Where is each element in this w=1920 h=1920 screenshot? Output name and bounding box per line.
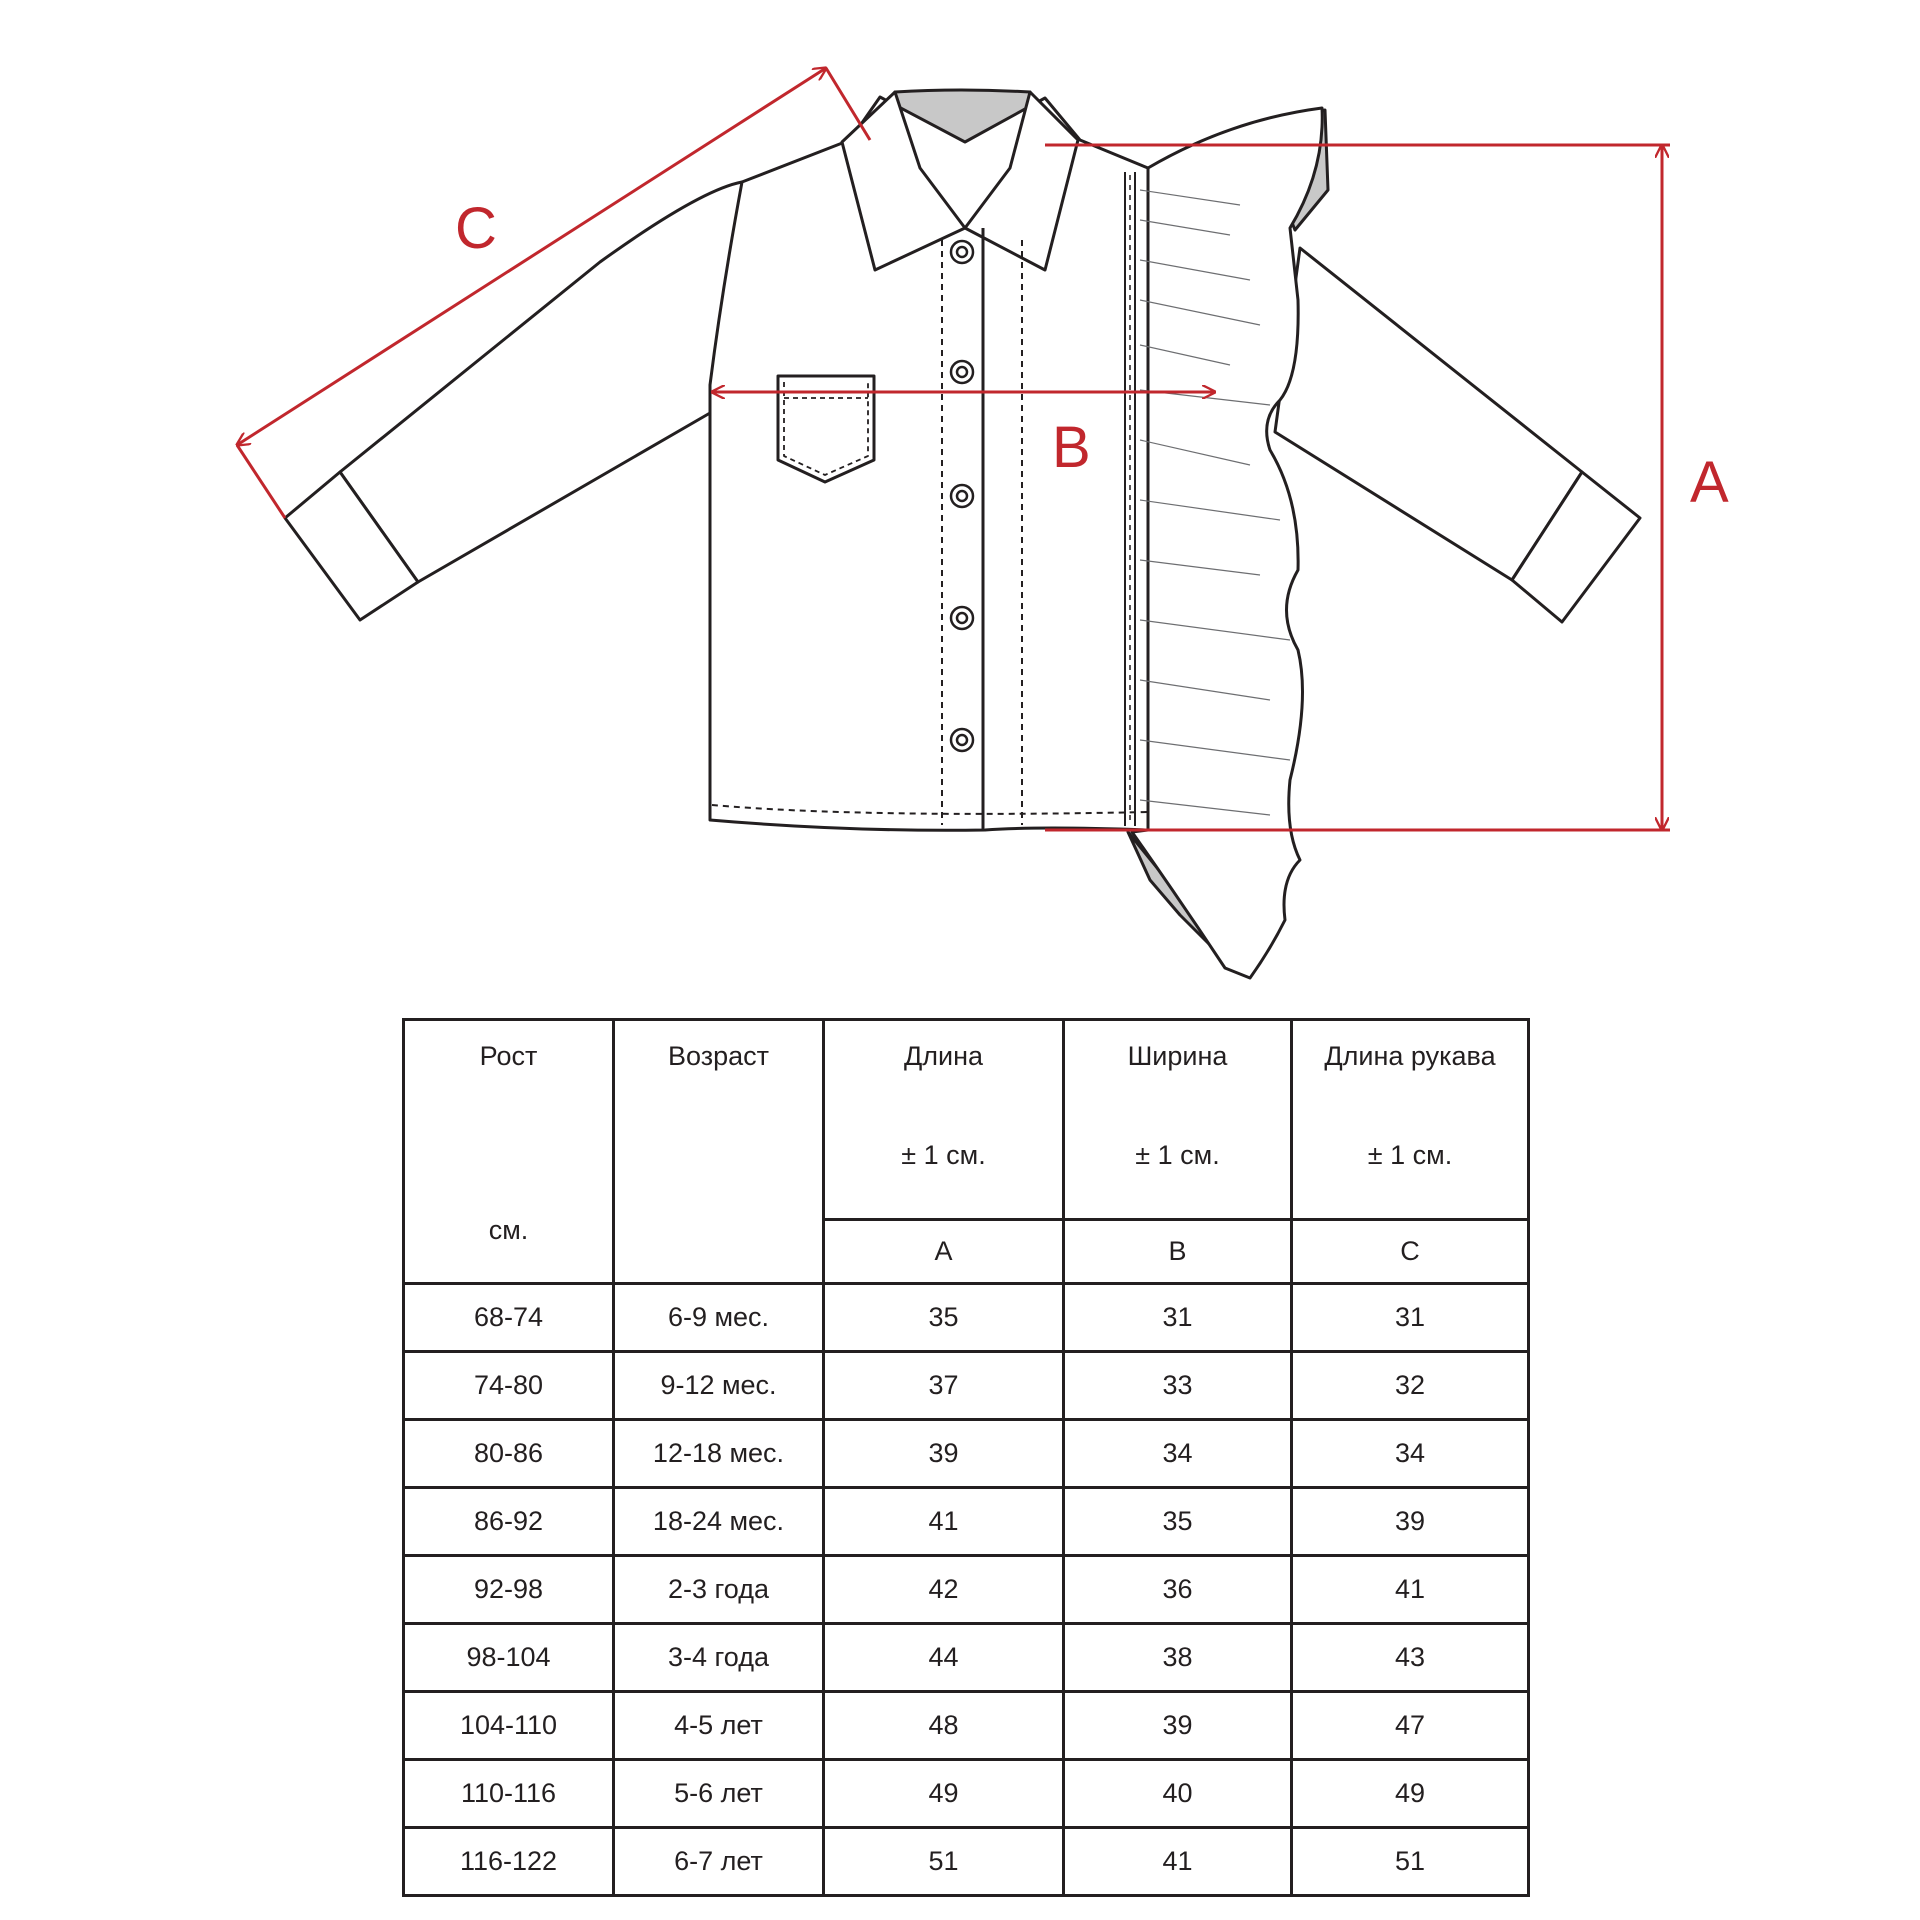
- cell-length: 51: [824, 1828, 1064, 1896]
- table-row: [404, 1828, 1529, 1896]
- cell-sleeve: 43: [1292, 1624, 1529, 1692]
- measure-label-b: B: [1052, 415, 1091, 480]
- header-sleeve-label: Длина рукава: [1324, 1041, 1496, 1071]
- measure-label-a: A: [1690, 450, 1729, 515]
- cell-length: 48: [824, 1692, 1064, 1760]
- header-length-label: Длина: [903, 1041, 984, 1071]
- cell-length: 44: [824, 1624, 1064, 1692]
- cell-width: 33: [1064, 1352, 1292, 1420]
- cell-sleeve: 49: [1292, 1760, 1529, 1828]
- header-length-tolerance: ± 1 см.: [901, 1140, 986, 1170]
- cell-sleeve: 51: [1292, 1828, 1529, 1896]
- cell-width: 40: [1064, 1760, 1292, 1828]
- header-code-c: C: [1292, 1220, 1529, 1284]
- cell-width: 39: [1064, 1692, 1292, 1760]
- cell-width: 35: [1064, 1488, 1292, 1556]
- measure-c-ext-bottom: [237, 445, 285, 518]
- cell-age: 3-4 года: [614, 1624, 824, 1692]
- cell-sleeve: 41: [1292, 1556, 1529, 1624]
- header-length: [824, 1020, 1064, 1220]
- table-row: [404, 1624, 1529, 1692]
- cell-height: 86-92: [404, 1488, 614, 1556]
- cell-height: 74-80: [404, 1352, 614, 1420]
- left-sleeve: [340, 182, 743, 582]
- cell-age: 6-7 лет: [614, 1828, 824, 1896]
- header-width-tolerance: ± 1 см.: [1135, 1140, 1220, 1170]
- cell-height: 116-122: [404, 1828, 614, 1896]
- cell-length: 35: [824, 1284, 1064, 1352]
- cell-sleeve: 39: [1292, 1488, 1529, 1556]
- table-body: [404, 1284, 1529, 1896]
- cell-length: 49: [824, 1760, 1064, 1828]
- cell-age: 12-18 мес.: [614, 1420, 824, 1488]
- button: [951, 361, 973, 383]
- header-height: [404, 1020, 614, 1284]
- header-age: [614, 1020, 824, 1284]
- measure-c-ext-top: [826, 68, 870, 140]
- ruffle: [1132, 108, 1322, 978]
- table-row: [404, 1556, 1529, 1624]
- cell-age: 2-3 года: [614, 1556, 824, 1624]
- cell-age: 9-12 мес.: [614, 1352, 824, 1420]
- header-height-unit: см.: [488, 1215, 529, 1245]
- right-sleeve: [1275, 248, 1582, 580]
- cell-width: 34: [1064, 1420, 1292, 1488]
- cell-width: 41: [1064, 1828, 1292, 1896]
- measure-label-c: C: [455, 196, 497, 261]
- cell-length: 37: [824, 1352, 1064, 1420]
- button: [951, 241, 973, 263]
- cell-age: 5-6 лет: [614, 1760, 824, 1828]
- cell-height: 98-104: [404, 1624, 614, 1692]
- cell-height: 68-74: [404, 1284, 614, 1352]
- header-age-label: Возраст: [668, 1041, 769, 1071]
- header-width-label: Ширина: [1127, 1041, 1228, 1071]
- size-table: [402, 1018, 1530, 1897]
- button: [951, 729, 973, 751]
- cell-width: 36: [1064, 1556, 1292, 1624]
- header-sleeve: [1292, 1020, 1529, 1220]
- header-code-b: B: [1064, 1220, 1292, 1284]
- table-row: [404, 1692, 1529, 1760]
- cell-length: 42: [824, 1556, 1064, 1624]
- header-width: [1064, 1020, 1292, 1220]
- cell-height: 104-110: [404, 1692, 614, 1760]
- cell-height: 80-86: [404, 1420, 614, 1488]
- cell-length: 39: [824, 1420, 1064, 1488]
- button: [951, 607, 973, 629]
- table-row: [404, 1488, 1529, 1556]
- cell-height: 92-98: [404, 1556, 614, 1624]
- cell-width: 38: [1064, 1624, 1292, 1692]
- cell-length: 41: [824, 1488, 1064, 1556]
- table-row: [404, 1284, 1529, 1352]
- table-row: [404, 1760, 1529, 1828]
- table-row: [404, 1352, 1529, 1420]
- cell-age: 18-24 мес.: [614, 1488, 824, 1556]
- cell-sleeve: 47: [1292, 1692, 1529, 1760]
- header-row: [404, 1020, 1529, 1220]
- header-code-a: A: [824, 1220, 1064, 1284]
- header-sleeve-tolerance: ± 1 см.: [1367, 1140, 1453, 1170]
- cell-sleeve: 32: [1292, 1352, 1529, 1420]
- cell-age: 4-5 лет: [614, 1692, 824, 1760]
- cell-width: 31: [1064, 1284, 1292, 1352]
- cell-sleeve: 34: [1292, 1420, 1529, 1488]
- cell-height: 110-116: [404, 1760, 614, 1828]
- button: [951, 485, 973, 507]
- cell-sleeve: 31: [1292, 1284, 1529, 1352]
- table-row: [404, 1420, 1529, 1488]
- cell-age: 6-9 мес.: [614, 1284, 824, 1352]
- header-height-label: Рост: [479, 1041, 538, 1071]
